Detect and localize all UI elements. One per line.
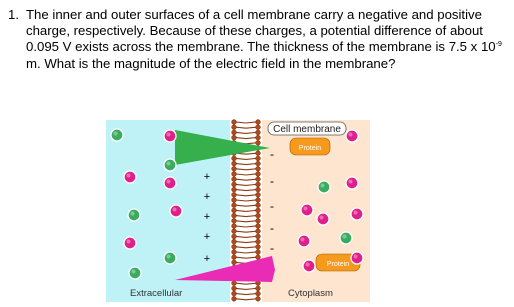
minus-sign: - — [270, 199, 274, 213]
minus-sign: - — [270, 174, 274, 188]
ion — [346, 177, 358, 189]
plus-sign: + — [203, 231, 211, 243]
ion — [298, 235, 310, 247]
ion — [164, 130, 176, 142]
ion — [318, 181, 330, 193]
ion — [303, 260, 315, 272]
ion — [351, 252, 363, 264]
ion — [124, 171, 136, 183]
question-number: 1. — [8, 7, 19, 22]
ion — [164, 177, 176, 189]
ion — [111, 129, 123, 141]
ion — [317, 213, 329, 225]
ion — [346, 130, 358, 142]
plus-sign: + — [203, 191, 211, 203]
question-text-main: The inner and outer surfaces of a cell membrane carry a negative and positive charge, respectively. Because of these charges, a potential difference of about 0.095 V exists across the membrane. The thickness of the membrane is 7.5 x 10 — [26, 7, 496, 55]
minus-sign: - — [270, 241, 274, 255]
ion — [164, 252, 176, 264]
minus-sign: - — [270, 147, 274, 161]
protein-upper-label: Protein — [298, 145, 322, 152]
ion — [124, 237, 136, 249]
ion — [340, 232, 352, 244]
cell-membrane-label: Cell membrane — [273, 124, 341, 135]
plus-sign: + — [203, 211, 211, 223]
ion — [170, 205, 182, 217]
plus-sign: + — [203, 253, 211, 265]
ion — [129, 267, 141, 279]
ion — [164, 159, 176, 171]
cytoplasm-label: Cytoplasm — [288, 288, 333, 299]
ion — [301, 204, 313, 216]
question-text-end: m. What is the magnitude of the electric field in the membrane? — [26, 55, 396, 71]
ion — [128, 209, 140, 221]
minus-sign: - — [270, 221, 274, 235]
extracellular-label: Extracellular — [130, 288, 183, 299]
plus-sign: + — [203, 171, 211, 183]
ion — [351, 208, 363, 220]
protein-lower-label: Protein — [326, 261, 350, 268]
question-exponent: -9 — [495, 41, 502, 49]
